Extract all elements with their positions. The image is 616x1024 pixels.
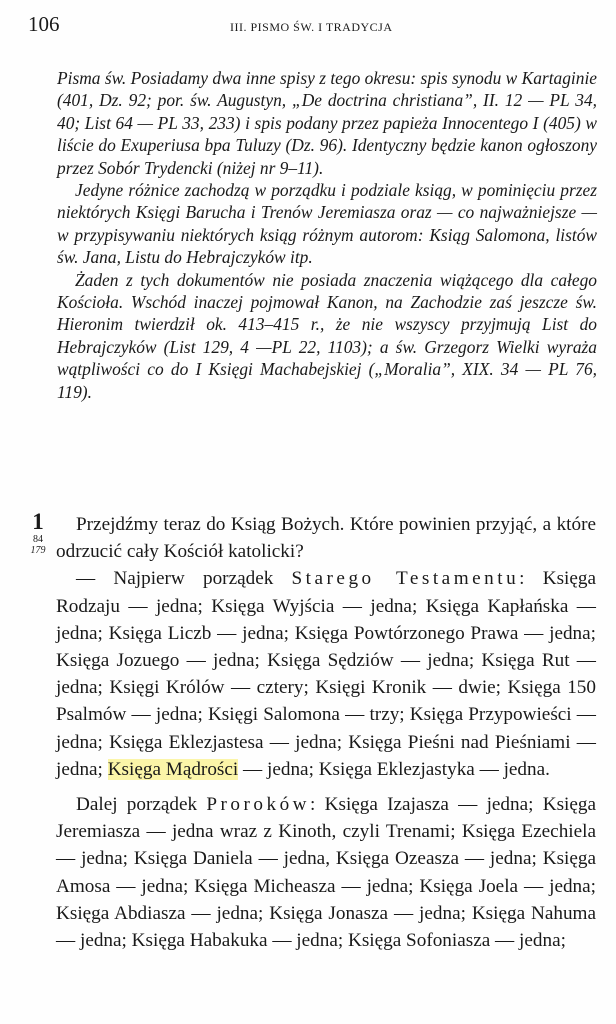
paragraph-fragment: — jedna; Księga Eklezjastyka — jedna.: [238, 758, 550, 780]
reference-number: 179: [30, 545, 46, 556]
commentary-paragraph: Jedyne różnice zachodzą w porządku i podziale ksiąg, w pominięciu przez niektórych Księgi Barucha i Trenów Jeremiasza oraz — co najważniejsze — w przypisywaniu niektórych ksiąg różnym autorom: Ksiąg Salomona, listów św. Jana, Listu do Hebrajczyków itp.: [57, 180, 597, 268]
highlighted-text: Księga Mądrości: [107, 758, 239, 780]
main-paragraph: Przejdźmy teraz do Ksiąg Bożych. Które powinien przyjąć, a które odrzucić cały Kościół katolicki?: [56, 514, 596, 563]
section-number: 1: [32, 509, 44, 534]
italic-commentary: [57, 67, 597, 403]
running-head: III. PISMO ŚW. I TRADYCJA: [230, 20, 393, 34]
main-text: [56, 511, 596, 954]
commentary-paragraph: Pisma św. Posiadamy dwa inne spisy z tego okresu: spis synodu w Kartaginie (401, Dz. 92; por. św. Augustyn, „De doctrina christiana”, II. 12 — PL 34, 40; List 64 — PL 33, 233) i spis podany przez papieża Innocentego I (405) w liście do Exuperiusa bpa Tuluzy (Dz. 96). Identyczny będzie kanon ogłoszony przez Sobór Trydencki (niżej nr 9–11).: [57, 68, 597, 178]
section-marker: [24, 510, 52, 556]
spaced-heading-old-testament: Starego Testamentu: [291, 568, 520, 590]
paragraph-fragment: — Najpierw porządek: [76, 568, 292, 590]
paragraph-fragment: : Księga Izajasza — jedna; Księga Jeremiasza — jedna wraz z Kinoth, czyli Trenami; Księga Ezechiela — jedna; Księga Daniela — jedna, Księga Ozeasza — jedna; Księga Amosa — jedna; Księga Micheasza — jedna; Księga Joela — jedna; Księga Abdiasza — jedna; Księga Jonasza — jedna; Księga Nahuma — jedna; Księga Habakuka — jedna; Księga Sofoniasza — jedna;: [56, 794, 596, 952]
page-number: 106: [28, 12, 60, 36]
commentary-paragraph: Żaden z tych dokumentów nie posiada znaczenia wiążącego dla całego Kościoła. Wschód inaczej pojmował Kanon, na Zachodzie zaś jeszcze św. Hieronim twierdził ok. 413–415 r., że nie wszyscy przyjmują List do Hebrajczyków (List 129, 4 —PL 22, 1103); a św. Grzegorz Wielki wyraża wątpliwości co do I Księgi Machabejskiej („Moralia”, XIX. 34 — PL 76, 119).: [57, 269, 597, 402]
main-paragraph: [56, 791, 596, 954]
main-paragraph: [56, 565, 596, 783]
paragraph-fragment: : Księga Rodzaju — jedna; Księga Wyjścia — jedna; Księga Kapłańska — jedna; Księga Liczb — jedna; Księga Powtórzonego Prawa — jedna; Księga Jozuego — jedna; Księga Sędziów — jedna; Księga Rut — jedna; Księgi Królów — cztery; Księgi Kronik — dwie; Księga 150 Psalmów — jedna; Księgi Salomona — trzy; Księga Przypowieści — jedna; Księga Eklezjastesa — jedna; Księga Pieśni nad Pieśniami — jedna;: [56, 568, 596, 780]
spaced-heading-prophets: Proroków: [206, 794, 311, 816]
page-header: [28, 12, 596, 42]
paragraph-fragment: Dalej porządek: [76, 794, 207, 816]
reference-number: 84: [33, 534, 43, 545]
